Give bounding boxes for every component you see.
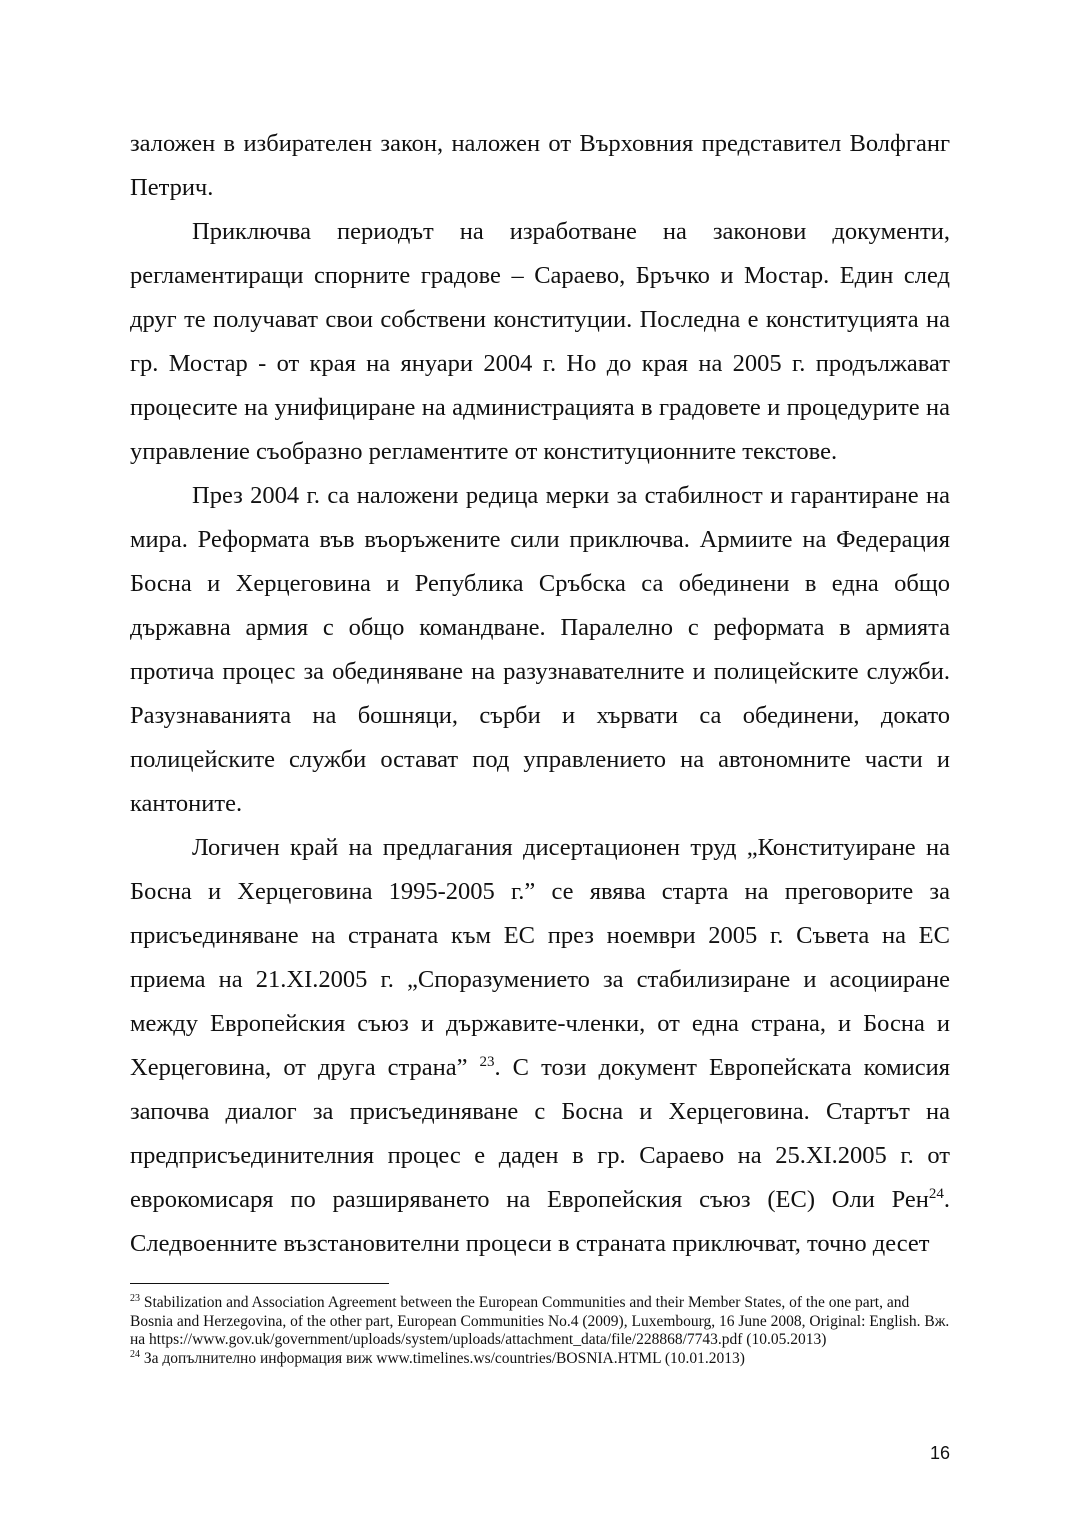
footnote-number: 24: [130, 1348, 140, 1360]
footnote-23: [130, 1294, 950, 1350]
footnote-divider: [130, 1283, 389, 1284]
footnote-text: За допълнително информация виж www.timelines.ws/countries/BOSNIA.HTML (10.01.2013): [140, 1349, 745, 1367]
paragraph-eu-negotiations: [130, 826, 950, 1266]
page-number: 16: [929, 1443, 950, 1463]
footnote-text: Stabilization and Association Agreement between the European Communities and their Member States, of the one part, and Bosnia and Herzegovina, of the other part, European Communities No.4 (2009), Luxembourg, 16 June 2008, Original: English. Вж. на https://www.gov.uk/government/uploads/system/uploads/attachment_data/file/228868/7743.pdf (10.05.2013): [130, 1294, 950, 1348]
paragraph-security-reform: През 2004 г. са наложени редица мерки за стабилност и гарантиране на мира. Реформата във въоръжените сили приключва. Армиите на Федерация Босна и Херцеговина и Република Сръбска са обединени в една общо държавна армия с общо командване. Паралелно с реформата в армията протича процес за обединяване на разузнавателните и полицейските служби. Разузнаванията на бошняци, сърби и хървати са обединени, докато полицейските служби остават под управлението на автономните части и кантоните.: [130, 482, 950, 817]
paragraph-text-part-3: . Следвоенните възстановителни процеси в страната приключват, точно десет: [130, 1186, 950, 1257]
footnote-ref-23[interactable]: 23: [479, 1053, 495, 1070]
footnote-24: [130, 1350, 950, 1369]
footnote-ref-24[interactable]: 24: [928, 1185, 944, 1202]
footnote-number: 23: [130, 1292, 140, 1304]
paragraph-text-part-1: Логичен край на предлагания дисертационен труд „Конституиране на Босна и Херцеговина 1995-2005 г.” се явява старта на преговорите за присъединяване на страната към ЕС през ноември 2005 г. Съвета на ЕС приема на 21.XI.2005 г. „Споразумението за стабилизиране и асоцииране между Европейския съюз и държавите-членки, от една страна, и Босна и Херцеговина, от друга страна”: [130, 834, 950, 1081]
paragraph-continuation: заложен в избирателен закон, наложен от Върховния представител Волфганг Петрич.: [130, 130, 950, 201]
paragraph-text-part-2: . С този документ Европейската комисия започва диалог за присъединяване с Босна и Херцеговина. Стартът на предприсъединителния процес е даден в гр. Сараево на 25.XI.2005 г. от еврокомисаря по разширяването на Европейския съюз (ЕС) Оли Рен: [130, 1054, 950, 1213]
body-text: [130, 122, 950, 1266]
paragraph-city-constitutions: Приключва периодът на изработване на законови документи, регламентиращи спорните градове – Сараево, Бръчко и Мостар. Един след друг те получават свои собствени конституции. Последна е конституцията на гр. Мостар - от края на януари 2004 г. Но до края на 2005 г. продължават процесите на унифициране на администрацията в градовете и процедурите на управление съобразно регламентите от конституционните текстове.: [130, 218, 950, 465]
footnotes: [130, 1294, 950, 1368]
